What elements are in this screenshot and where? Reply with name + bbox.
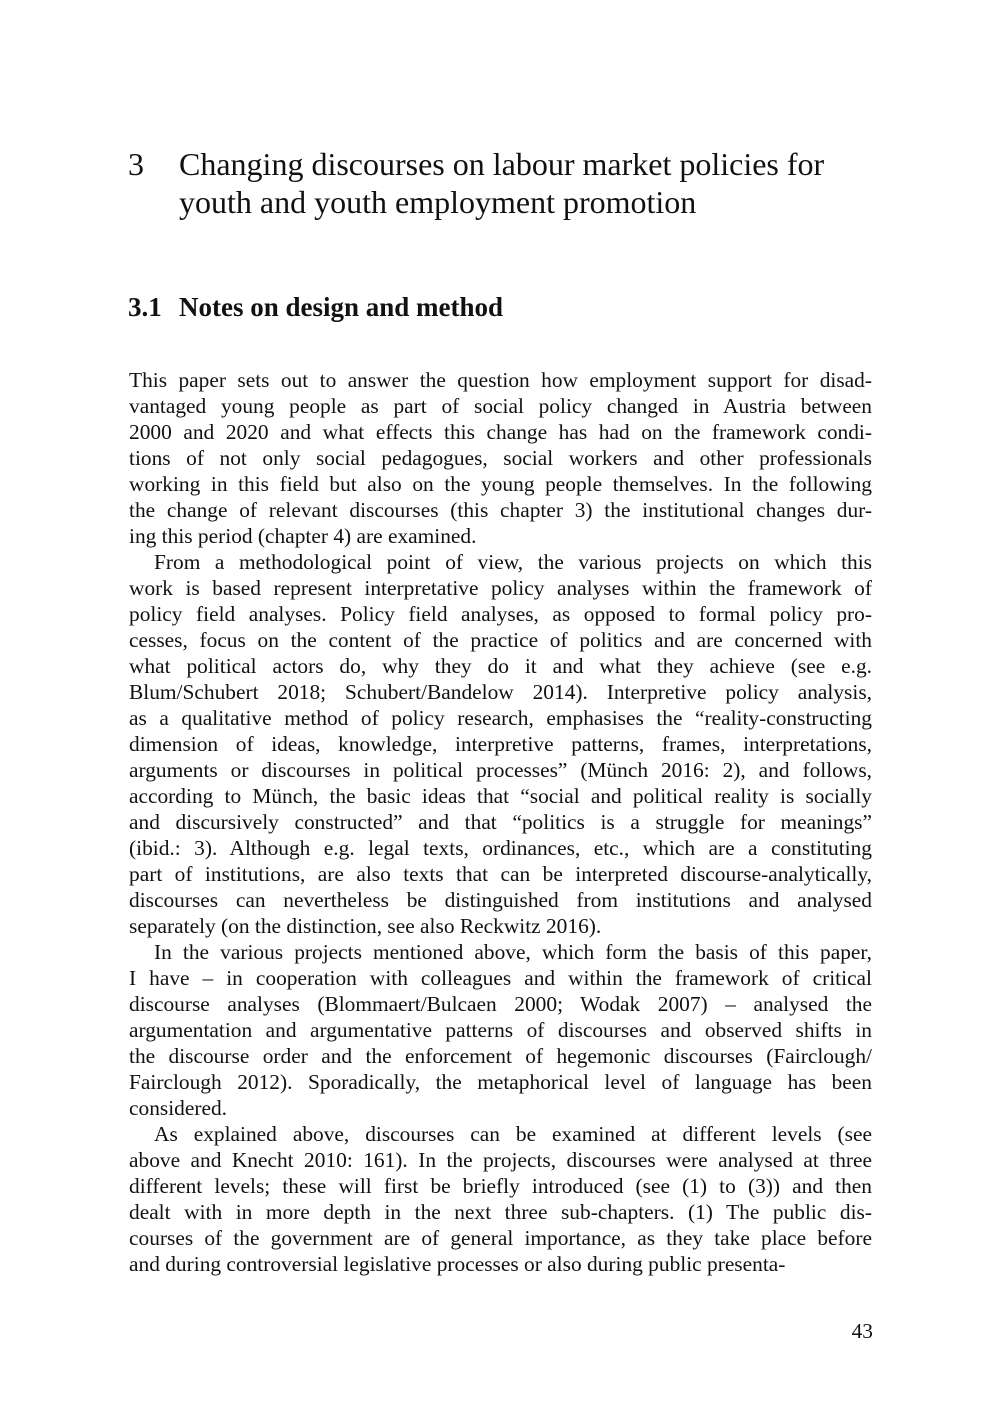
text-line: and during controversial legislative processes or also during public presenta- [129,1252,786,1276]
page-number: 43 [851,1319,873,1343]
text-line: In the various projects mentioned above, which form the basis of this paper, [154,940,872,964]
text-line: according to Münch, the basic ideas that “social and political reality is socially [129,784,872,808]
paragraph [129,367,872,549]
text-line: (ibid.: 3). Although e.g. legal texts, ordinances, etc., which are a constituting [129,836,872,860]
text-line: vantaged young people as part of social policy changed in Austria between [129,394,872,418]
text-line: Blum/Schubert 2018; Schubert/Bandelow 2014). Interpretive policy analysis, [129,680,872,704]
chapter-title: Changing discourses on labour market policies for youth and youth employment promotion [179,146,825,220]
paragraph [129,1121,872,1277]
text-line: discourses can nevertheless be distinguished from institutions and analysed [129,888,872,912]
text-line: ing this period (chapter 4) are examined. [129,524,477,548]
section-heading [128,290,503,324]
text-line: dealt with in more depth in the next three sub-chapters. (1) The public dis- [129,1200,872,1224]
section-title: Notes on design and method [179,292,504,322]
text-line: the change of relevant discourses (this chapter 3) the institutional changes dur- [129,498,872,522]
text-line: considered. [129,1096,228,1120]
text-line: work is based represent interpretative policy analyses within the framework of [129,576,872,600]
text-line: as a qualitative method of policy research, emphasises the “reality-constructing [129,706,872,730]
text-line: and discursively constructed” and that “politics is a struggle for meanings” [129,810,872,834]
body-text [129,367,872,1277]
text-line: separately (on the distinction, see also Reckwitz 2016). [129,914,602,938]
text-line: 2000 and 2020 and what effects this change has had on the framework condi- [129,420,872,444]
paragraph [129,549,872,939]
chapter-number: 3 [128,146,144,182]
chapter-heading [128,145,888,221]
text-line: cesses, focus on the content of the practice of politics and are concerned with [129,628,872,652]
text-line: I have – in cooperation with colleagues and within the framework of critical [129,966,872,990]
text-line: This paper sets out to answer the question how employment support for disad- [129,368,872,392]
text-line: From a methodological point of view, the various projects on which this [154,550,872,574]
text-line: above and Knecht 2010: 161). In the projects, discourses were analysed at three [129,1148,872,1172]
text-line: dimension of ideas, knowledge, interpretive patterns, frames, interpretations, [129,732,872,756]
text-line: argumentation and argumentative patterns of discourses and observed shifts in [129,1018,872,1042]
text-line: policy field analyses. Policy field analyses, as opposed to formal policy pro- [129,602,872,626]
text-line: tions of not only social pedagogues, social workers and other professionals [129,446,872,470]
section-number: 3.1 [128,292,162,322]
text-line: arguments or discourses in political processes” (Münch 2016: 2), and follows, [129,758,872,782]
text-line: the discourse order and the enforcement of hegemonic discourses (Fairclough/ [129,1044,872,1068]
text-line: Fairclough 2012). Sporadically, the metaphorical level of language has been [129,1070,872,1094]
text-line: what political actors do, why they do it and what they achieve (see e.g. [129,654,872,678]
text-line: different levels; these will first be briefly introduced (see (1) to (3)) and then [129,1174,872,1198]
text-line: working in this field but also on the young people themselves. In the following [129,472,872,496]
text-line: courses of the government are of general importance, as they take place before [129,1226,872,1250]
text-line: discourse analyses (Blommaert/Bulcaen 2000; Wodak 2007) – analysed the [129,992,872,1016]
paragraph [129,939,872,1121]
text-line: As explained above, discourses can be examined at different levels (see [154,1122,872,1146]
text-line: part of institutions, are also texts that can be interpreted discourse-analytically, [129,862,872,886]
